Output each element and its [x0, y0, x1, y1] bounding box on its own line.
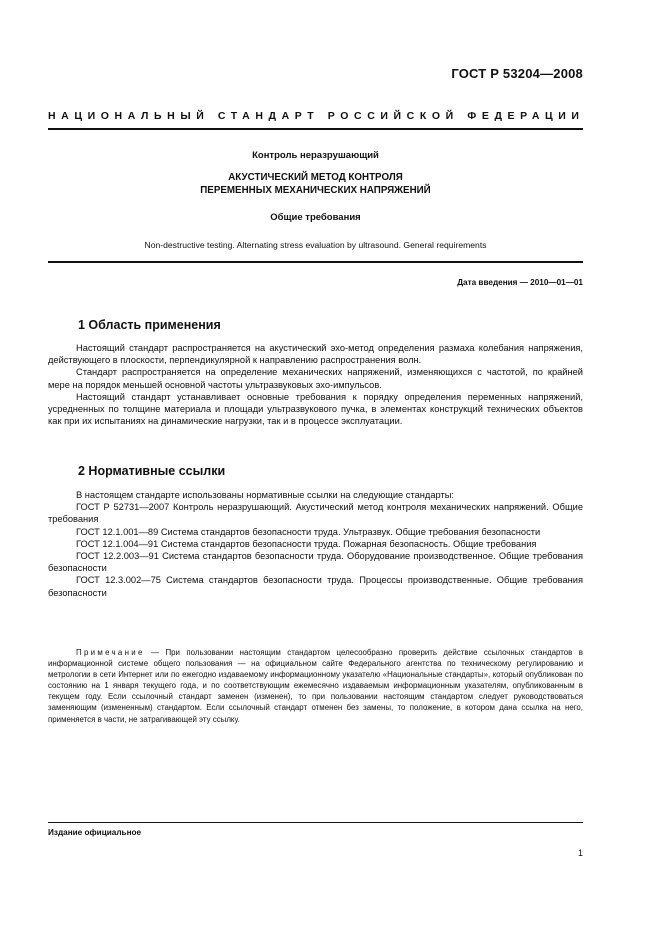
national-standard-banner: НАЦИОНАЛЬНЫЙ СТАНДАРТ РОССИЙСКОЙ ФЕДЕРАЦИИ: [48, 110, 585, 122]
standard-title: [48, 171, 583, 197]
reference-item: ГОСТ 12.3.002—75 Система стандартов безопасности труда. Процессы производственные. Общие требования безопасности: [48, 575, 583, 598]
reference-item: ГОСТ Р 52731—2007 Контроль неразрушающий. Акустический метод контроля механических напряжений. Общие требования: [48, 502, 583, 525]
standard-title-line: ПЕРЕМЕННЫХ МЕХАНИЧЕСКИХ НАПРЯЖЕНИЙ: [200, 185, 431, 196]
edition-label: Издание официальное: [48, 828, 142, 837]
header-divider: [48, 128, 583, 130]
introduction-date: Дата введения — 2010—01—01: [457, 278, 583, 287]
title-divider: [48, 261, 583, 263]
standard-subtitle: Общие требования: [270, 212, 361, 223]
note: [48, 647, 583, 725]
paragraph: Настоящий стандарт устанавливает основные требования к порядку определения переменных напряжений, усредненных по толщине материала и площади ультразвукового пучка, в элементах конструкций технических объектов как при их испытаниях на динамические нагрузки, так и в процессе эксплуатации.: [48, 391, 583, 427]
section-heading-scope: 1 Область применения: [78, 318, 221, 332]
paragraph: В настоящем стандарте использованы нормативные ссылки на следующие стандарты:: [76, 490, 455, 500]
section-body-scope: [48, 342, 583, 427]
section-body-references: [48, 489, 583, 599]
note-label: Примечание: [76, 648, 145, 657]
section-heading-references: 2 Нормативные ссылки: [78, 464, 226, 478]
standard-title-line: АКУСТИЧЕСКИЙ МЕТОД КОНТРОЛЯ: [228, 172, 403, 183]
paragraph: Стандарт распространяется на определение механических напряжений, изменяющихся с частотой, по крайней мере на порядок меньшей основной частоты ультразвуковых эхо-импульсов.: [48, 367, 583, 390]
english-title: Non-destructive testing. Alternating stress evaluation by ultrasound. General requirements: [144, 240, 487, 250]
footer-divider: [48, 822, 583, 823]
paragraph: Настоящий стандарт распространяется на акустический эхо-метод определения размаха колебания напряжения, действующего в плоскости, перпендикулярной к направлению распространения волн.: [48, 343, 583, 366]
reference-item: ГОСТ 12.1.004—91 Система стандартов безопасности труда. Пожарная безопасность. Общие требования: [76, 538, 537, 549]
standard-subject: Контроль неразрушающий: [252, 150, 379, 161]
note-text: — При пользовании настоящим стандартом целесообразно проверить действие ссылочных стандартов в информационной системе общего пользования — на официальном сайте Федерального агентства по техническому регулированию и метрологии в сети Интернет или по ежегодно издаваемому информационному указателю «Национальные стандарты», который опубликован по состоянию на 1 января текущего года, и по соответствующим ежемесячно издаваемым информационным указателям, опубликованным в текущем году. Если ссылочный стандарт заменен (изменен), то при пользовании настоящим стандартом следует руководствоваться заменяющим (измененным) стандартом. Если ссылочный стандарт отменен без замены, то положение, в котором дана ссылка на него, применяется в части, не затрагивающей эту ссылку.: [48, 648, 584, 724]
page-number: 1: [577, 848, 583, 858]
reference-item: ГОСТ 12.2.003—91 Система стандартов безопасности труда. Оборудование производственное. Общие требования безопасности: [48, 551, 583, 574]
document-code: ГОСТ Р 53204—2008: [451, 66, 583, 81]
reference-item: ГОСТ 12.1.001—89 Система стандартов безопасности труда. Ультразвук. Общие требования безопасности: [76, 526, 541, 537]
